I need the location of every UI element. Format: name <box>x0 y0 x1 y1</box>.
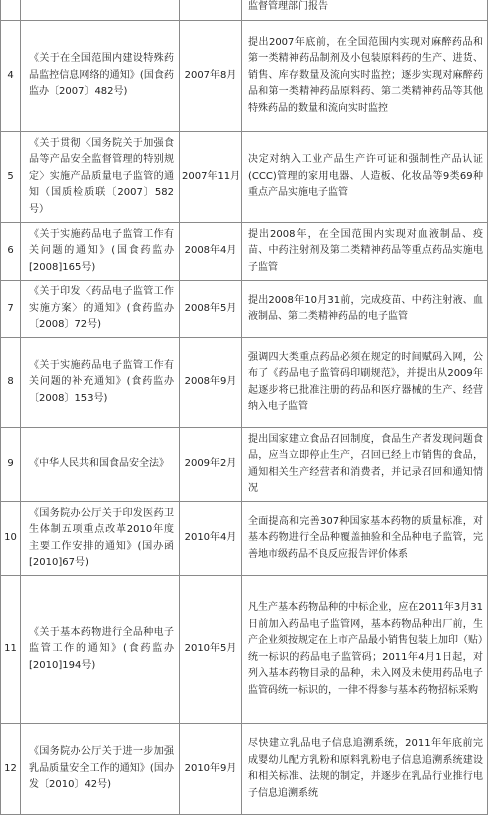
table-row <box>1 502 488 576</box>
description-cell: 尽快建立乳品电子信息追溯系统，2011年年底前完成婴幼儿配方乳粉和原料乳粉电子信息追溯系统建设和相关标准、法规的制定，并逐步在乳品行业推行电子信息追溯系统 <box>242 724 488 815</box>
table-row <box>1 21 488 132</box>
issue-date-cell: 2009年2月 <box>180 428 242 502</box>
table-row <box>1 724 488 815</box>
table-row <box>1 428 488 502</box>
table-row <box>1 0 488 21</box>
description-cell: 提出2008年，在全国范围内实现对血液制品、疫苗、中药注射剂及第二类精神药品等重点药品实施电子监管 <box>242 223 488 281</box>
issue-date-cell: 2007年8月 <box>180 21 242 132</box>
table-row <box>1 281 488 338</box>
table-row <box>1 576 488 724</box>
issue-date-cell: 2010年4月 <box>180 502 242 576</box>
description-cell: 凡生产基本药物品种的中标企业，应在2011年3月31日前加入药品电子监管网，基本药物品种出厂前，生产企业须按规定在上市产品最小销售包装上加印（贴）统一标识的药品电子监管码；2011年4月1日起，对列入基本药物目录的品种，未入网及未使用药品电子监管码统一标识的，一律不得参与基本药物招标采购 <box>242 576 488 724</box>
document-title-cell: 《关于实施药品电子监管工作有关问题的补充通知》(食药监办〔2008〕153号) <box>21 338 180 428</box>
document-title-cell: 《关于实施药品电子监管工作有关问题的通知》(国食药监办[2008]165号) <box>21 223 180 281</box>
issue-date-cell: 2008年5月 <box>180 281 242 338</box>
row-number-cell: 4 <box>1 21 21 132</box>
description-cell: 提出国家建立食品召回制度，食品生产者发现问题食品，应当立即停止生产，召回已经上市销售的食品，通知相关生产经营者和消费者，并记录召回和通知情况 <box>242 428 488 502</box>
row-number-cell: 5 <box>1 132 21 223</box>
document-title-cell: 《中华人民共和国食品安全法》 <box>21 428 180 502</box>
row-number-cell: 6 <box>1 223 21 281</box>
description-cell: 强调四大类重点药品必须在规定的时间赋码入网，公布了《药品电子监管码印刷规范》，并提出从2009年起逐步将已批准注册的药品和医疗器械的生产、经营纳入电子监管 <box>242 338 488 428</box>
document-title-cell <box>21 0 180 21</box>
description-cell: 决定对纳入工业产品生产许可证和强制性产品认证(CCC)管理的家用电器、人造板、化妆品等9类69种重点产品实施电子监管 <box>242 132 488 223</box>
row-number-cell <box>1 0 21 21</box>
row-number-cell: 7 <box>1 281 21 338</box>
document-title-cell: 《关于基本药物进行全品种电子监管工作的通知》(食药监办[2010]194号) <box>21 576 180 724</box>
issue-date-cell: 2008年4月 <box>180 223 242 281</box>
document-title-cell: 《国务院办公厅关于印发医药卫生体制五项重点改革2010年度主要工作安排的通知》(国办函[2010]67号) <box>21 502 180 576</box>
description-cell: 全面提高和完善307种国家基本药物的质量标准，对基本药物进行全品种覆盖抽验和全品种电子监管，完善地市级药品不良反应报告评价体系 <box>242 502 488 576</box>
issue-date-cell <box>180 0 242 21</box>
description-cell: 提出2007年底前，在全国范围内实现对麻醉药品和第一类精神药品制剂及小包装原料药的生产、进货、销售、库存数量及流向实时监控；逐步实现对麻醉药品和第一类精神药品原料药、第二类精神药品等其他特殊药品的数量和流向实时监控 <box>242 21 488 132</box>
issue-date-cell: 2010年5月 <box>180 576 242 724</box>
row-number-cell: 12 <box>1 724 21 815</box>
document-title-cell: 《国务院办公厅关于进一步加强乳品质量安全工作的通知》(国办发〔2010〕42号) <box>21 724 180 815</box>
table-row <box>1 223 488 281</box>
row-number-cell: 11 <box>1 576 21 724</box>
issue-date-cell: 2007年11月 <box>180 132 242 223</box>
document-title-cell: 《关于贯彻〈国务院关于加强食品等产品安全监督管理的特别规定〉实施产品质量电子监管的通知（国质检质联〔2007〕582号） <box>21 132 180 223</box>
row-number-cell: 10 <box>1 502 21 576</box>
document-title-cell: 《关于在全国范围内建设特殊药品监控信息网络的通知》(国食药监办〔2007〕482号) <box>21 21 180 132</box>
document-title-cell: 《关于印发〈药品电子监管工作实施方案〉的通知》(食药监办〔2008〕72号) <box>21 281 180 338</box>
description-cell: 提出2008年10月31前，完成疫苗、中药注射液、血液制品、第二类精神药品的电子监管 <box>242 281 488 338</box>
issue-date-cell: 2008年9月 <box>180 338 242 428</box>
description-cell: 监督管理部门报告 <box>242 0 488 21</box>
table-row <box>1 338 488 428</box>
table-row <box>1 132 488 223</box>
row-number-cell: 9 <box>1 428 21 502</box>
row-number-cell: 8 <box>1 338 21 428</box>
issue-date-cell: 2010年9月 <box>180 724 242 815</box>
